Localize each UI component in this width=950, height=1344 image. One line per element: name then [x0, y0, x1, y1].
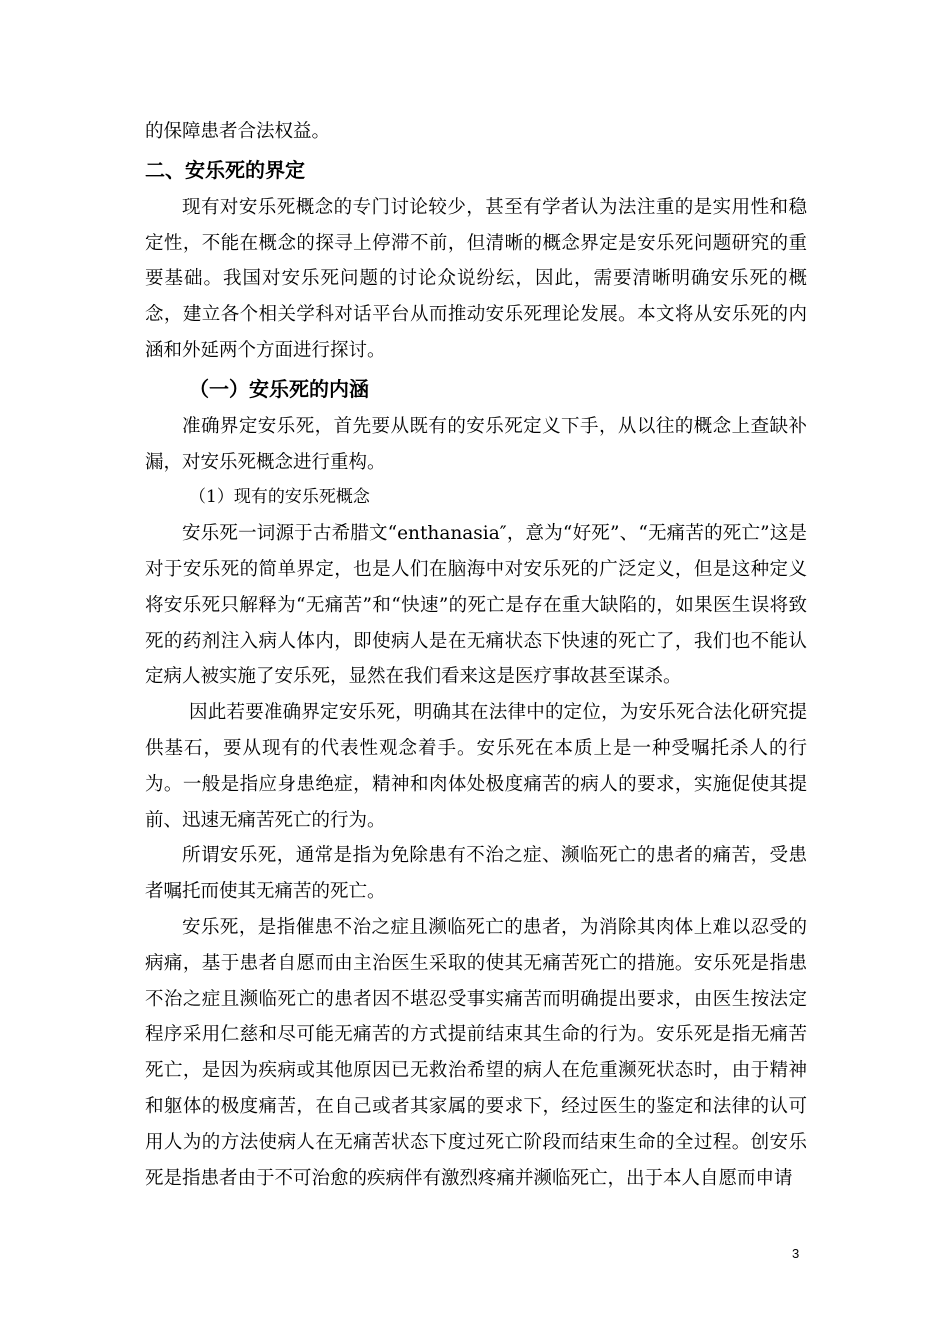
- continuation-paragraph: 的保障患者合法权益。: [145, 121, 331, 142]
- definition-paragraph: 准确界定安乐死，首先要从既有的安乐死定义下手，从以往的概念上查缺补漏，对安乐死概念进行重构。: [145, 415, 807, 473]
- subsection-heading: （一）安乐死的内涵: [189, 376, 369, 401]
- section-heading: 二、安乐死的界定: [145, 157, 305, 182]
- item-heading: （1）现有的安乐死概念: [189, 487, 370, 508]
- page-content: [145, 114, 807, 1196]
- so-called-paragraph: 所谓安乐死，通常是指为免除患有不治之症、濒临死亡的患者的痛苦，受患者嘱托而使其无痛苦的死亡。: [145, 845, 807, 903]
- intro-paragraph: 现有对安乐死概念的专门讨论较少，甚至有学者认为法注重的是实用性和稳定性，不能在概念的探寻上停滞不前，但清晰的概念界定是安乐死问题研究的重要基础。我国对安乐死问题的讨论众说纷纭，因此，需要清晰明确安乐死的概念，建立各个相关学科对话平台从而推动安乐死理论发展。本文将从安乐死的内涵和外延两个方面进行探讨。: [145, 196, 807, 361]
- therefore-paragraph: 因此若要准确界定安乐死，明确其在法律中的定位，为安乐死合法化研究提供基石，要从现有的代表性观念着手。安乐死在本质上是一种受嘱托杀人的行为。一般是指应身患绝症，精神和肉体处极度痛苦的病人的要求，实施促使其提前、迅速无痛苦死亡的行为。: [145, 702, 807, 831]
- page-number: 3: [792, 1246, 800, 1261]
- definitions-paragraph: 安乐死，是指催患不治之症且濒临死亡的患者，为消除其肉体上难以忍受的病痛，基于患者自愿而由主治医生采取的使其无痛苦死亡的措施。安乐死是指患不治之症且濒临死亡的患者因不堪忍受事实痛苦而明确提出要求，由医生按法定程序采用仁慈和尽可能无痛苦的方式提前结束其生命的行为。安乐死是指无痛苦死亡，是因为疾病或其他原因已无救治希望的病人在危重濒死状态时，由于精神和躯体的极度痛苦，在自己或者其家属的要求下，经过医生的鉴定和法律的认可用人为的方法使病人在无痛苦状态下度过死亡阶段而结束生命的全过程。创安乐死是指患者由于不可治愈的疾病伴有激烈疼痛并濒临死亡，出于本人自愿而申请: [145, 916, 807, 1189]
- origin-paragraph: 安乐死一词源于古希腊文“enthanasia″，意为“好死”、“无痛苦的死亡”这是对于安乐死的简单界定，也是人们在脑海中对安乐死的广泛定义，但是这种定义将安乐死只解释为“无痛苦”和“快速”的死亡是存在重大缺陷的，如果医生误将致死的药剂注入病人体内，即使病人是在无痛状态下快速的死亡了，我们也不能认定病人被实施了安乐死，显然在我们看来这是医疗事故甚至谋杀。: [145, 523, 807, 688]
